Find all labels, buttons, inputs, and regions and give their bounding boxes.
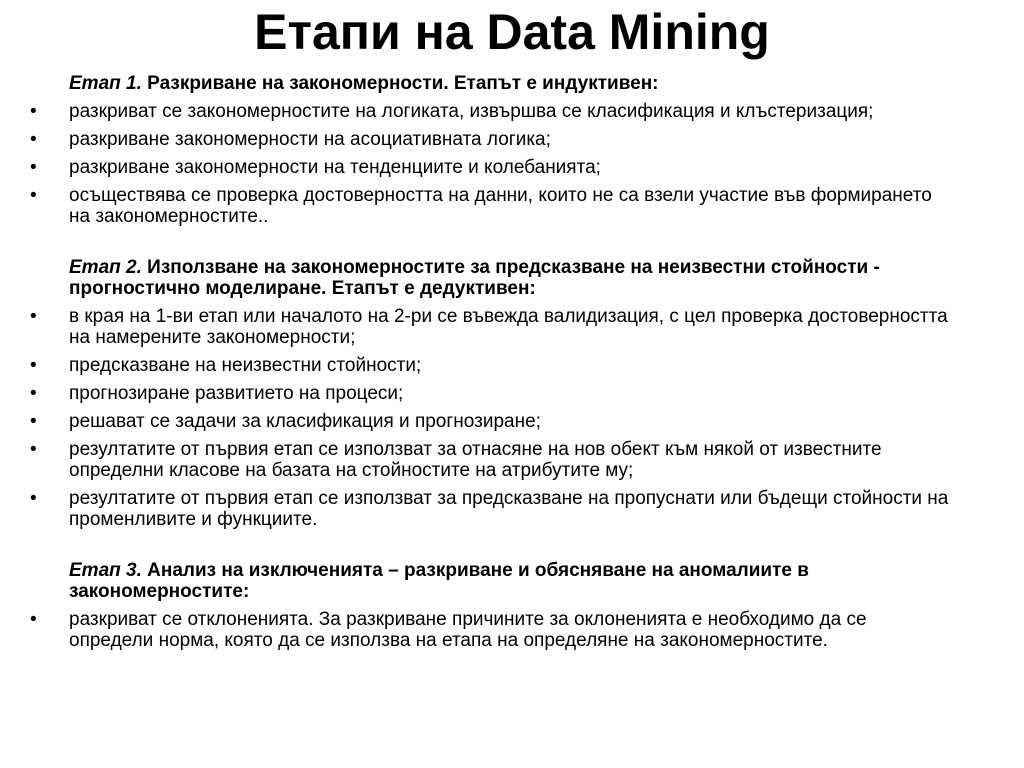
- bullet-text: резултатите от първия етап се използват за отнасяне на нов обект към някой от известните определни класове на базата на стойностите на атрибутите му;: [69, 439, 882, 481]
- bullet-icon: •: [30, 185, 37, 206]
- bullet-icon: •: [30, 439, 37, 460]
- bullet-icon: •: [30, 101, 37, 122]
- bullet-icon: •: [30, 609, 37, 630]
- stage-3-heading: [69, 560, 949, 602]
- list-item: [0, 185, 949, 227]
- bullet-text: в края на 1-ви етап или началото на 2-ри се въвежда валидизация, с цел проверка достоверността на намерените закономерности;: [69, 306, 948, 348]
- bullet-text: разкриват се отклоненията. За разкриване причините за оклоненията е необходимо да се определи норма, която да се използва на етапа на определяне на закономерностите.: [69, 609, 867, 651]
- stage-2-bullet-list: [0, 306, 1024, 530]
- bullet-text: осъществява се проверка достоверността на данни, които не са взели участие във формирането на закономерностите..: [69, 185, 932, 227]
- list-item: [0, 488, 949, 530]
- list-item: [0, 439, 949, 481]
- bullet-icon: •: [30, 488, 37, 509]
- stage-1-heading-text: Разкриване на закономерности. Етапът е индуктивен:: [147, 73, 659, 94]
- slide-content: [0, 70, 1024, 651]
- list-item: [0, 383, 949, 404]
- bullet-text: разкриване закономерности на тенденциите и колебанията;: [69, 157, 601, 178]
- list-item: [0, 306, 949, 348]
- bullet-text: разкриват се закономерностите на логиката, извършва се класификация и клъстеризация;: [69, 101, 874, 122]
- stage-3-bullet-list: [0, 609, 1024, 651]
- bullet-text: прогнозиране развитието на процеси;: [69, 383, 404, 404]
- section-spacer: [0, 530, 1024, 560]
- bullet-text: разкриване закономерности на асоциативната логика;: [69, 129, 551, 150]
- list-item: [0, 129, 949, 150]
- stage-2-heading-text: Използване на закономерностите за предсказване на неизвестни стойности - прогностично моделиране. Етапът е дедуктивен:: [69, 257, 880, 299]
- list-item: [0, 609, 949, 651]
- bullet-text: решават се задачи за класификация и прогнозиране;: [69, 411, 541, 432]
- bullet-text: предсказване на неизвестни стойности;: [69, 355, 422, 376]
- stage-3-label: Етап 3.: [69, 560, 142, 581]
- stage-1-label: Етап 1.: [69, 73, 142, 94]
- stage-3-heading-text: Анализ на изключенията – разкриване и обясняване на аномалиите в закономерностите:: [69, 560, 809, 602]
- section-spacer: [0, 227, 1024, 257]
- bullet-icon: •: [30, 383, 37, 404]
- list-item: [0, 355, 949, 376]
- stage-1-bullet-list: [0, 101, 1024, 227]
- stage-2-label: Етап 2.: [69, 257, 142, 278]
- bullet-icon: •: [30, 306, 37, 327]
- bullet-icon: •: [30, 157, 37, 178]
- list-item: [0, 101, 949, 122]
- slide-title: Етапи на Data Mining: [254, 4, 770, 60]
- bullet-icon: •: [30, 411, 37, 432]
- list-item: [0, 411, 949, 432]
- stage-1-heading: [69, 73, 949, 94]
- bullet-text: резултатите от първия етап се използват за предсказване на пропуснати или бъдещи стойности на променливите и функциите.: [69, 488, 949, 530]
- list-item: [0, 157, 949, 178]
- bullet-icon: •: [30, 355, 37, 376]
- bullet-icon: •: [30, 129, 37, 150]
- stage-2-heading: [69, 257, 949, 299]
